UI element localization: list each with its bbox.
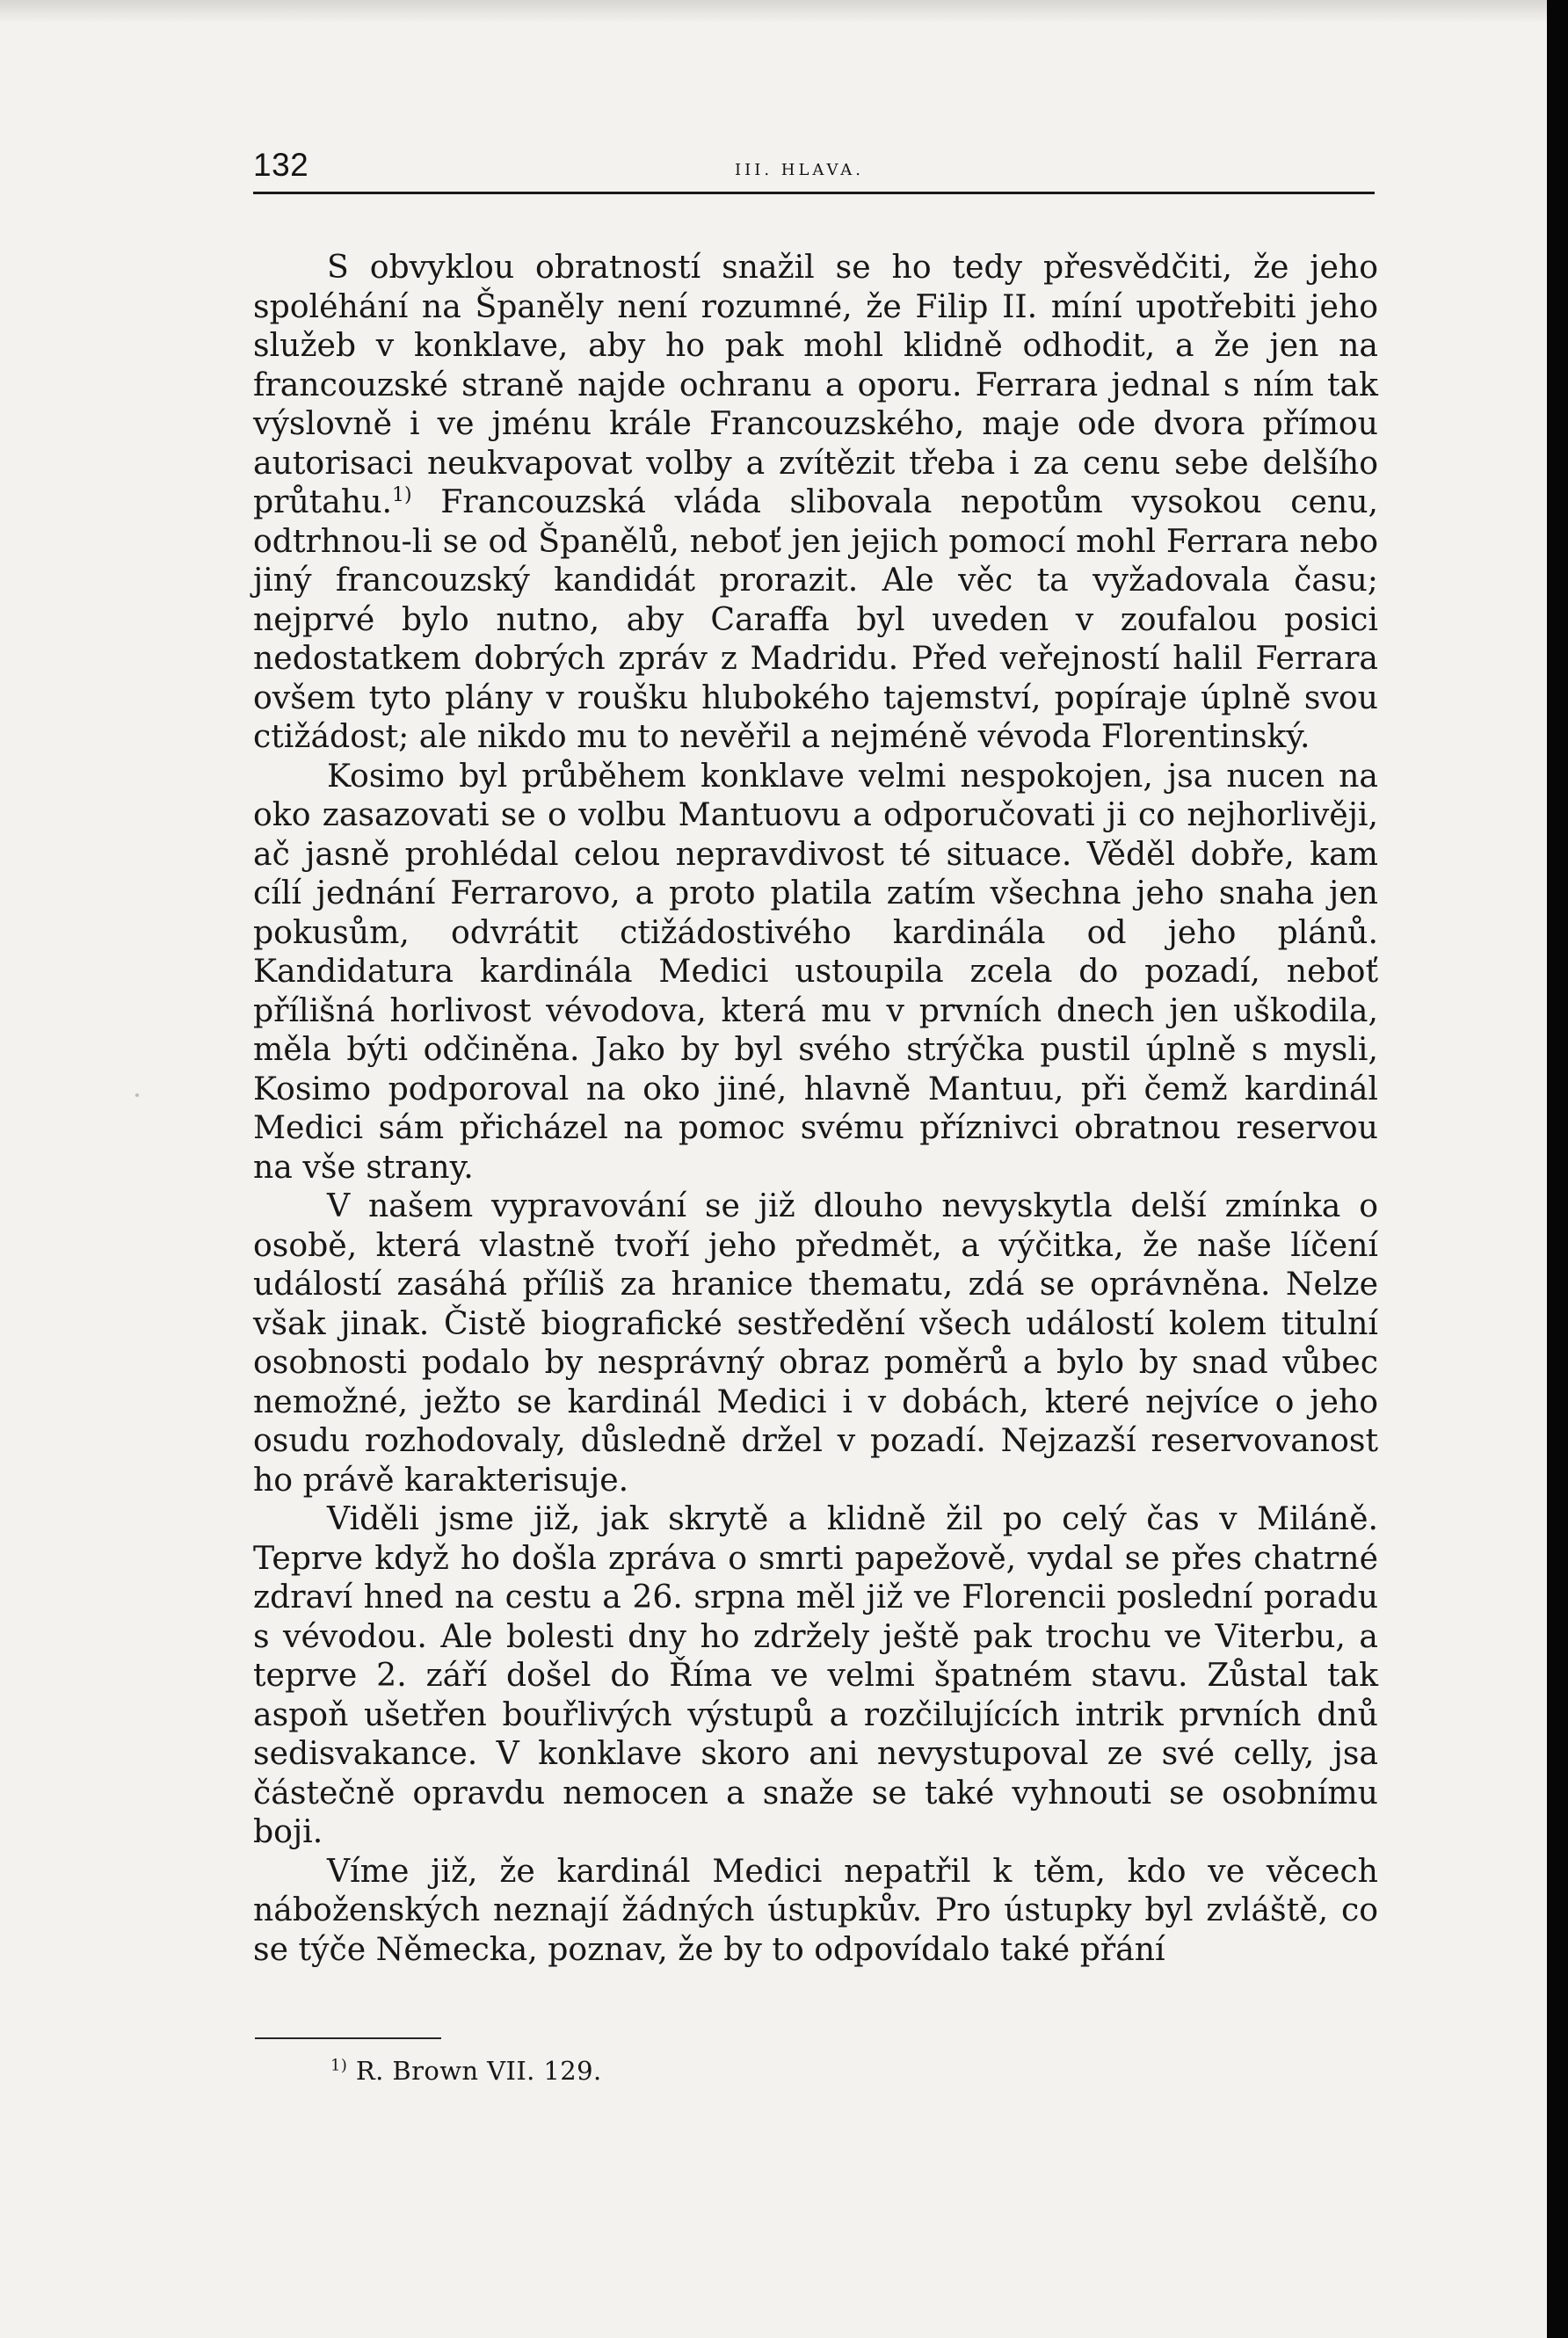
scan-speck <box>135 1093 139 1097</box>
paragraph-1 <box>253 248 1378 757</box>
footnote-rule <box>255 2037 441 2039</box>
paragraph-3: V našem vypravování se již dlouho nevyskytla delší zmínka o osobě, která vlastně tvoří jeho předmět, a výčitka, že naše líčení událostí zasáhá příliš za hranice thematu, zdá se oprávněna. Nelze však jinak. Čistě biografické sestředění všech událostí kolem titulní osobnosti podalo by nesprávný obraz poměrů a bylo by snad vůbec nemožné, ježto se kardinál Medici i v dobách, které nejvíce o jeho osudu rozhodovaly, důsledně držel v pozadí. Nejzazší reservovanost ho právě karakterisuje. <box>253 1187 1378 1499</box>
paragraph-2: Kosimo byl průběhem konklave velmi nespokojen, jsa nucen na oko zasazovati se o volbu Mantuovu a odporučovati ji co nejhorlivěji, ač jasně prohlédal celou nepravdivost té situace. Věděl dobře, kam cílí jednání Ferrarovo, a proto platila zatím všechna jeho snaha jen pokusům, odvrátit ctižádostivého kardinála od jeho plánů. Kandidatura kardinála Medici ustoupila zcela do pozadí, neboť přílišná horlivost vévodova, která mu v prvních dnech jen uškodila, měla býti odčiněna. Jako by byl svého strýčka pustil úplně s mysli, Kosimo podporoval na oko jiné, hlavně Mantuu, při čemž kardinál Medici sám přicházel na pomoc svému příznivci obratnou reservou na vše strany. <box>253 756 1378 1186</box>
page-number: 132 <box>253 147 309 183</box>
paragraph-1-text-b: Francouzská vláda slibovala nepotům vysokou cenu, odtrhnou-li se od Španělů, neboť jen jejich pomocí mohl Ferrara nebo jiný francouzský kandidát prorazit. Ale věc ta vyžadovala času; nejprvé bylo nutno, aby Caraffa byl uveden v zoufalou posici nedostatkem dobrých zpráv z Madridu. Před veřejností halil Ferrara ovšem tyto plány v roušku hlubokého tajemství, popíraje úplně svou ctižádost; ale nikdo mu to nevěřil a nejméně vévoda Florentinský. <box>253 483 1378 755</box>
footnote-mark: 1) <box>330 2056 348 2075</box>
footnote-text: R. Brown VII. 129. <box>347 2056 602 2086</box>
running-head: III. HLAVA. <box>735 161 865 179</box>
paragraph-4: Viděli jsme již, jak skrytě a klidně žil po celý čas v Miláně. Teprve když ho došla zpráva o smrti papežově, vydal se přes chatrné zdraví hned na cestu a 26. srpna měl již ve Florencii poslední poradu s vévodou. Ale bolesti dny ho zdržely ještě pak trochu ve Viterbu, a teprve 2. září došel do Říma ve velmi špatném stavu. Zůstal tak aspoň ušetřen bouřlivých výstupů a rozčilujících intrik prvních dnů sedisvakance. V konklave skoro ani nevystupoval ze své celly, jsa částečně opravdu nemocen a snaže se také vyhnouti se osobnímu boji. <box>253 1499 1378 1850</box>
body-text <box>253 248 1378 1969</box>
header-rule <box>253 192 1375 194</box>
scan-right-edge <box>1547 0 1568 2338</box>
footnote-reference: 1) <box>392 483 412 506</box>
footnote <box>330 2055 602 2087</box>
scan-top-edge <box>0 0 1547 23</box>
page-header <box>253 148 1375 197</box>
paragraph-1-text-a: S obvyklou obratností snažil se ho tedy přesvědčiti, že jeho spoléhání na Španěly není rozumné, že Filip II. míní upotřebiti jeho služeb v konklave, aby ho pak mohl klidně odhodit, a že jen na francouzské straně najde ochranu a oporu. Ferrara jednal s ním tak výslovně i ve jménu krále Francouzského, maje ode dvora přímou autorisaci neukvapovat volby a zvítězit třeba i za cenu sebe delšího průtahu. <box>253 248 1378 520</box>
paragraph-5: Víme již, že kardinál Medici nepatřil k těm, kdo ve věcech náboženských neznají žádných ústupkův. Pro ústupky byl zvláště, co se týče Německa, poznav, že by to odpovídalo také přání <box>253 1851 1378 1968</box>
